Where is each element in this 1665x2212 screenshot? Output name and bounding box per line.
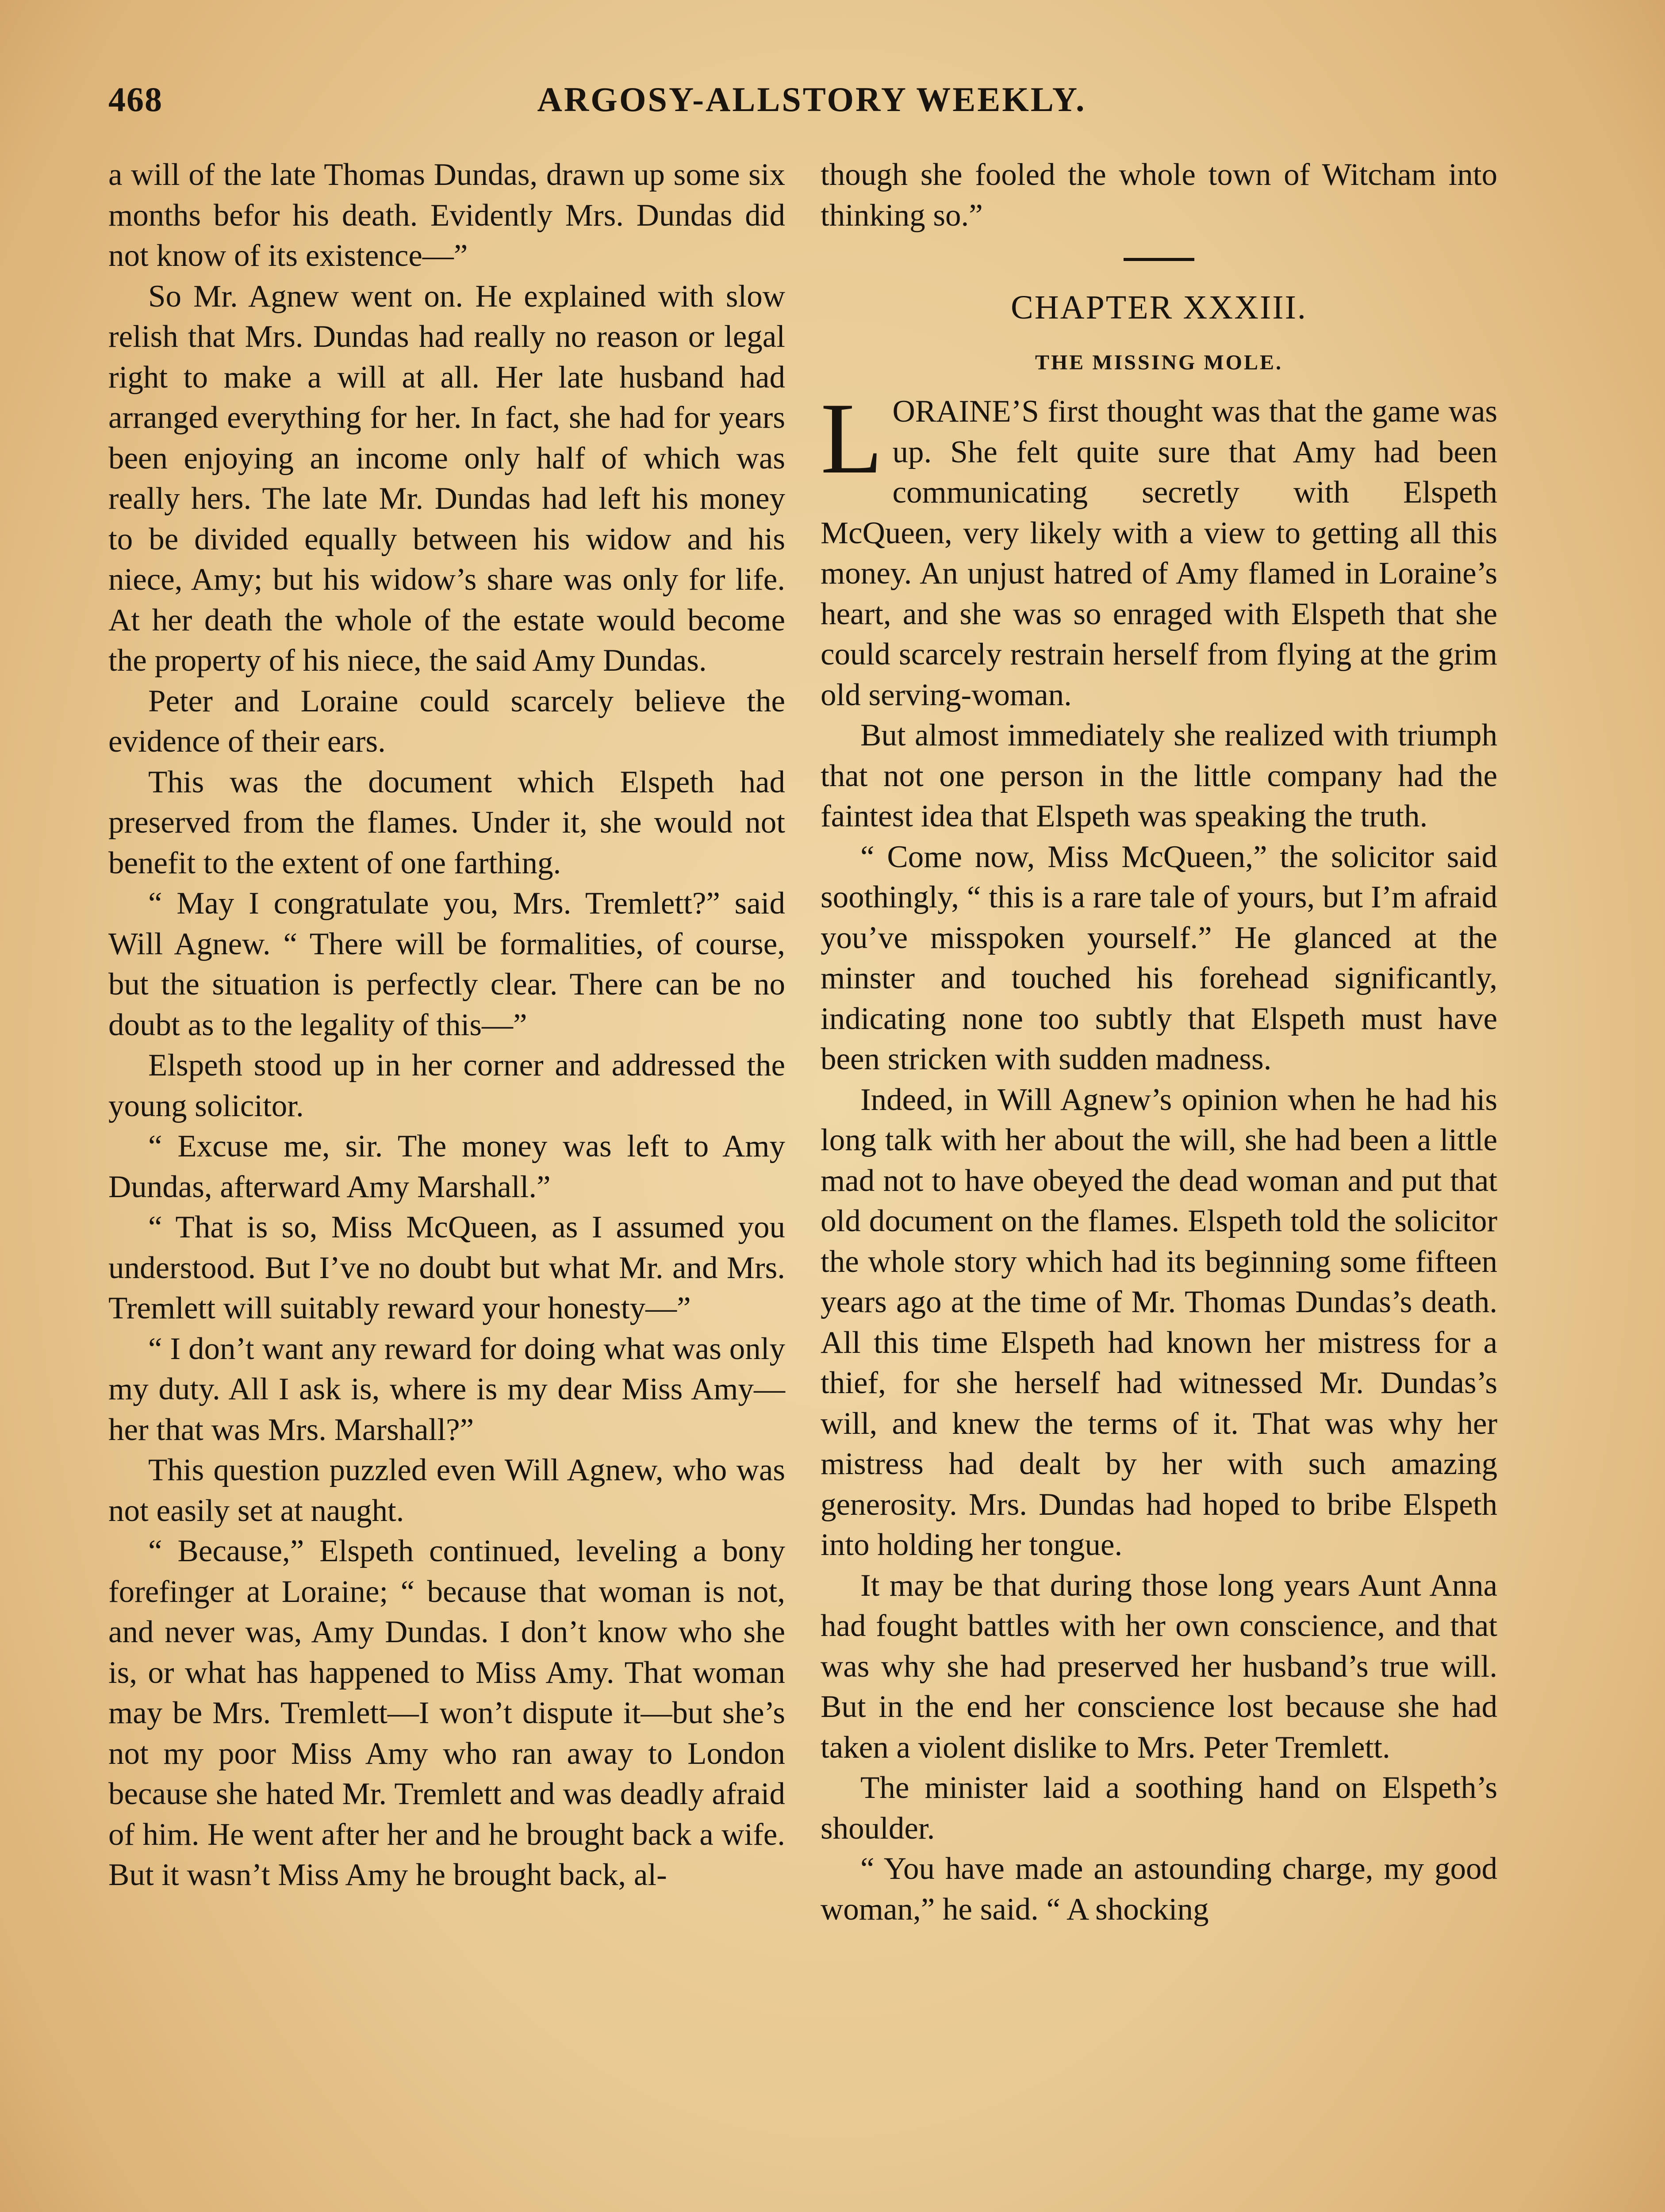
right-column (821, 155, 1497, 1930)
chapter-subtitle: THE MISSING MOLE. (1035, 351, 1283, 374)
paragraph: So Mr. Agnew went on. He explained with slow relish that Mrs. Dundas had really no reason or legal right to make a will at all. Her late husband had arranged everything for her. In fact, she had for years been enjoying an income only half of which was really hers. The late Mr. Dundas had left his money to be divided equally between his widow and his niece, Amy; but his widow’s share was only for life. At her death the whole of the estate would become the property of his niece, the said Amy Dundas. (108, 279, 785, 678)
section-divider (1124, 258, 1194, 261)
paragraph: a will of the late Thomas Dundas, drawn up some six months befor his death. Evidently Mrs. Dundas did not know of its existence—” (108, 157, 785, 273)
paragraph: “ May I congratulate you, Mrs. Tremlett?” said Will Agnew. “ There will be formalities, of course, but the situation is perfectly clear. There can be no doubt as to the legality of this—” (108, 886, 785, 1042)
chapter-title: CHAPTER XXXIII. (1011, 289, 1307, 326)
paragraph: Elspeth stood up in her corner and addressed the young solicitor. (108, 1048, 785, 1123)
paragraph: “ Excuse me, sir. The money was left to Amy Dundas, afterward Amy Marshall.” (108, 1129, 785, 1204)
opening-text: ORAINE’S first thought was that the game was up. She felt quite sure that Amy had been communicating secretly with Elspeth McQueen, very likely with a view to getting all this money. An unjust hatred of Amy flamed in Loraine’s heart, and she was so enraged with Elspeth that she could scarcely restrain herself from flying at the grim old serving-woman. (821, 394, 1497, 712)
paragraph: Peter and Loraine could scarcely believe the evidence of their ears. (108, 684, 785, 759)
paragraph: “ Because,” Elspeth continued, leveling a bony forefinger at Loraine; “ because that woman is not, and never was, Amy Dundas. I don’t know who she is, or what has happened to Miss Amy. That woman may be Mrs. Tremlett—I won’t dispute it—but she’s not my poor Miss Amy who ran away to London because she hated Mr. Tremlett and was deadly afraid of him. He went after her and he brought back a wife. But it wasn’t Miss Amy he brought back, al- (108, 1534, 785, 1892)
paragraph: “ You have made an astounding charge, my good woman,” he said. “ A shocking (821, 1851, 1497, 1927)
chapter-opening-paragraph (821, 382, 1497, 715)
paragraph: It may be that during those long years Aunt Anna had fought battles with her own conscience, and that was why she had preserved her husband’s true will. But in the end her conscience lost because she had taken a violent dislike to Mrs. Peter Tremlett. (821, 1568, 1497, 1765)
paragraph: But almost immediately she realized with triumph that not one person in the little company had the faintest idea that Elspeth was speaking the truth. (821, 718, 1497, 833)
page-header (108, 80, 1515, 133)
drop-cap: L (821, 382, 883, 495)
paragraph: The minister laid a soothing hand on Elspeth’s shoulder. (821, 1770, 1497, 1846)
paragraph: “ Come now, Miss McQueen,” the solicitor said soothingly, “ this is a rare tale of yours, but I’m afraid you’ve misspoken yourself.” He glanced at the minster and touched his forehead significantly, indicating none too subtly that Elspeth must have been stricken with sudden madness. (821, 839, 1497, 1076)
paragraph: Indeed, in Will Agnew’s opinion when he had his long talk with her about the will, she had been a little mad not to have obeyed the dead woman and put that old document on the flames. Elspeth told the solicitor the whole story which had its beginning some fifteen years ago at the time of Mr. Thomas Dundas’s death. All this time Elspeth had known her mistress for a thief, for she herself had witnessed Mr. Dundas’s will, and knew the terms of it. That was why her mistress had dealt by her with such amazing generosity. Mrs. Dundas had hoped to bribe Elspeth into holding her tongue. (821, 1082, 1497, 1562)
paragraph: This question puzzled even Will Agnew, who was not easily set at naught. (108, 1453, 785, 1528)
running-head: ARGOSY-ALLSTORY WEEKLY. (537, 80, 1086, 119)
page-number: 468 (108, 80, 163, 119)
paragraph: “ That is so, Miss McQueen, as I assumed you understood. But I’ve no doubt but what Mr. and Mrs. Tremlett will suitably reward your honesty—” (108, 1210, 785, 1325)
paragraph: This was the document which Elspeth had preserved from the flames. Under it, she would not benefit to the extent of one farthing. (108, 764, 785, 880)
paragraph: “ I don’t want any reward for doing what was only my duty. All I ask is, where is my dear Miss Amy—her that was Mrs. Marshall?” (108, 1331, 785, 1447)
left-column (108, 155, 785, 1896)
paragraph-continuation: though she fooled the whole town of Witcham into thinking so.” (821, 157, 1497, 233)
